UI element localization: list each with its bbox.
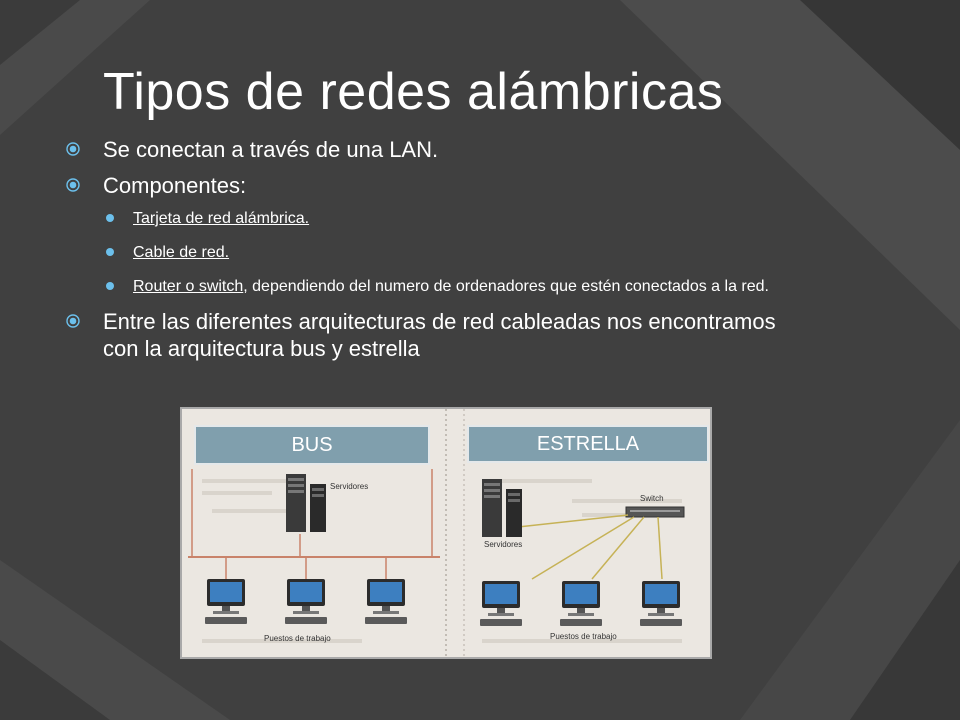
star-servers-caption: Servidores [484, 540, 523, 549]
component-link[interactable]: Router o switch [133, 278, 244, 295]
bullet-list [66, 136, 806, 371]
slide-title: Tipos de redes alámbricas [103, 63, 724, 121]
bullet-item [66, 136, 806, 163]
component-link[interactable]: Tarjeta de red alámbrica. [133, 210, 310, 227]
dot-bullet-icon [106, 214, 114, 222]
component-text: , dependiendo del numero de ordenadores que estén conectados a la red. [243, 278, 769, 295]
star-workstations-caption: Puestos de trabajo [550, 632, 617, 641]
circle-plus-bullet-icon [66, 314, 80, 328]
component-link[interactable]: Cable de red. [133, 244, 230, 261]
circle-plus-bullet-icon [66, 178, 80, 192]
sub-bullet-item [66, 208, 806, 229]
bullet-text: Se conectan a través de una LAN. [103, 137, 439, 162]
dot-bullet-icon [106, 248, 114, 256]
bus-label: BUS [194, 425, 430, 465]
bus-servers-caption: Servidores [330, 482, 369, 491]
star-label: ESTRELLA [467, 425, 709, 463]
circle-plus-bullet-icon [66, 142, 80, 156]
bullet-text: Entre las diferentes arquitecturas de red cableadas nos encontramos con la arquitectura bus y estrella [103, 309, 776, 361]
sub-bullet-item [66, 276, 806, 297]
sub-bullet-item [66, 242, 806, 263]
dot-bullet-icon [106, 282, 114, 290]
star-switch-caption: Switch [640, 494, 664, 503]
network-topology-diagram [180, 407, 712, 659]
bullet-item [66, 308, 806, 362]
bullet-item [66, 172, 806, 199]
bus-workstations-caption: Puestos de trabajo [264, 634, 331, 643]
bullet-text: Componentes: [103, 173, 247, 198]
